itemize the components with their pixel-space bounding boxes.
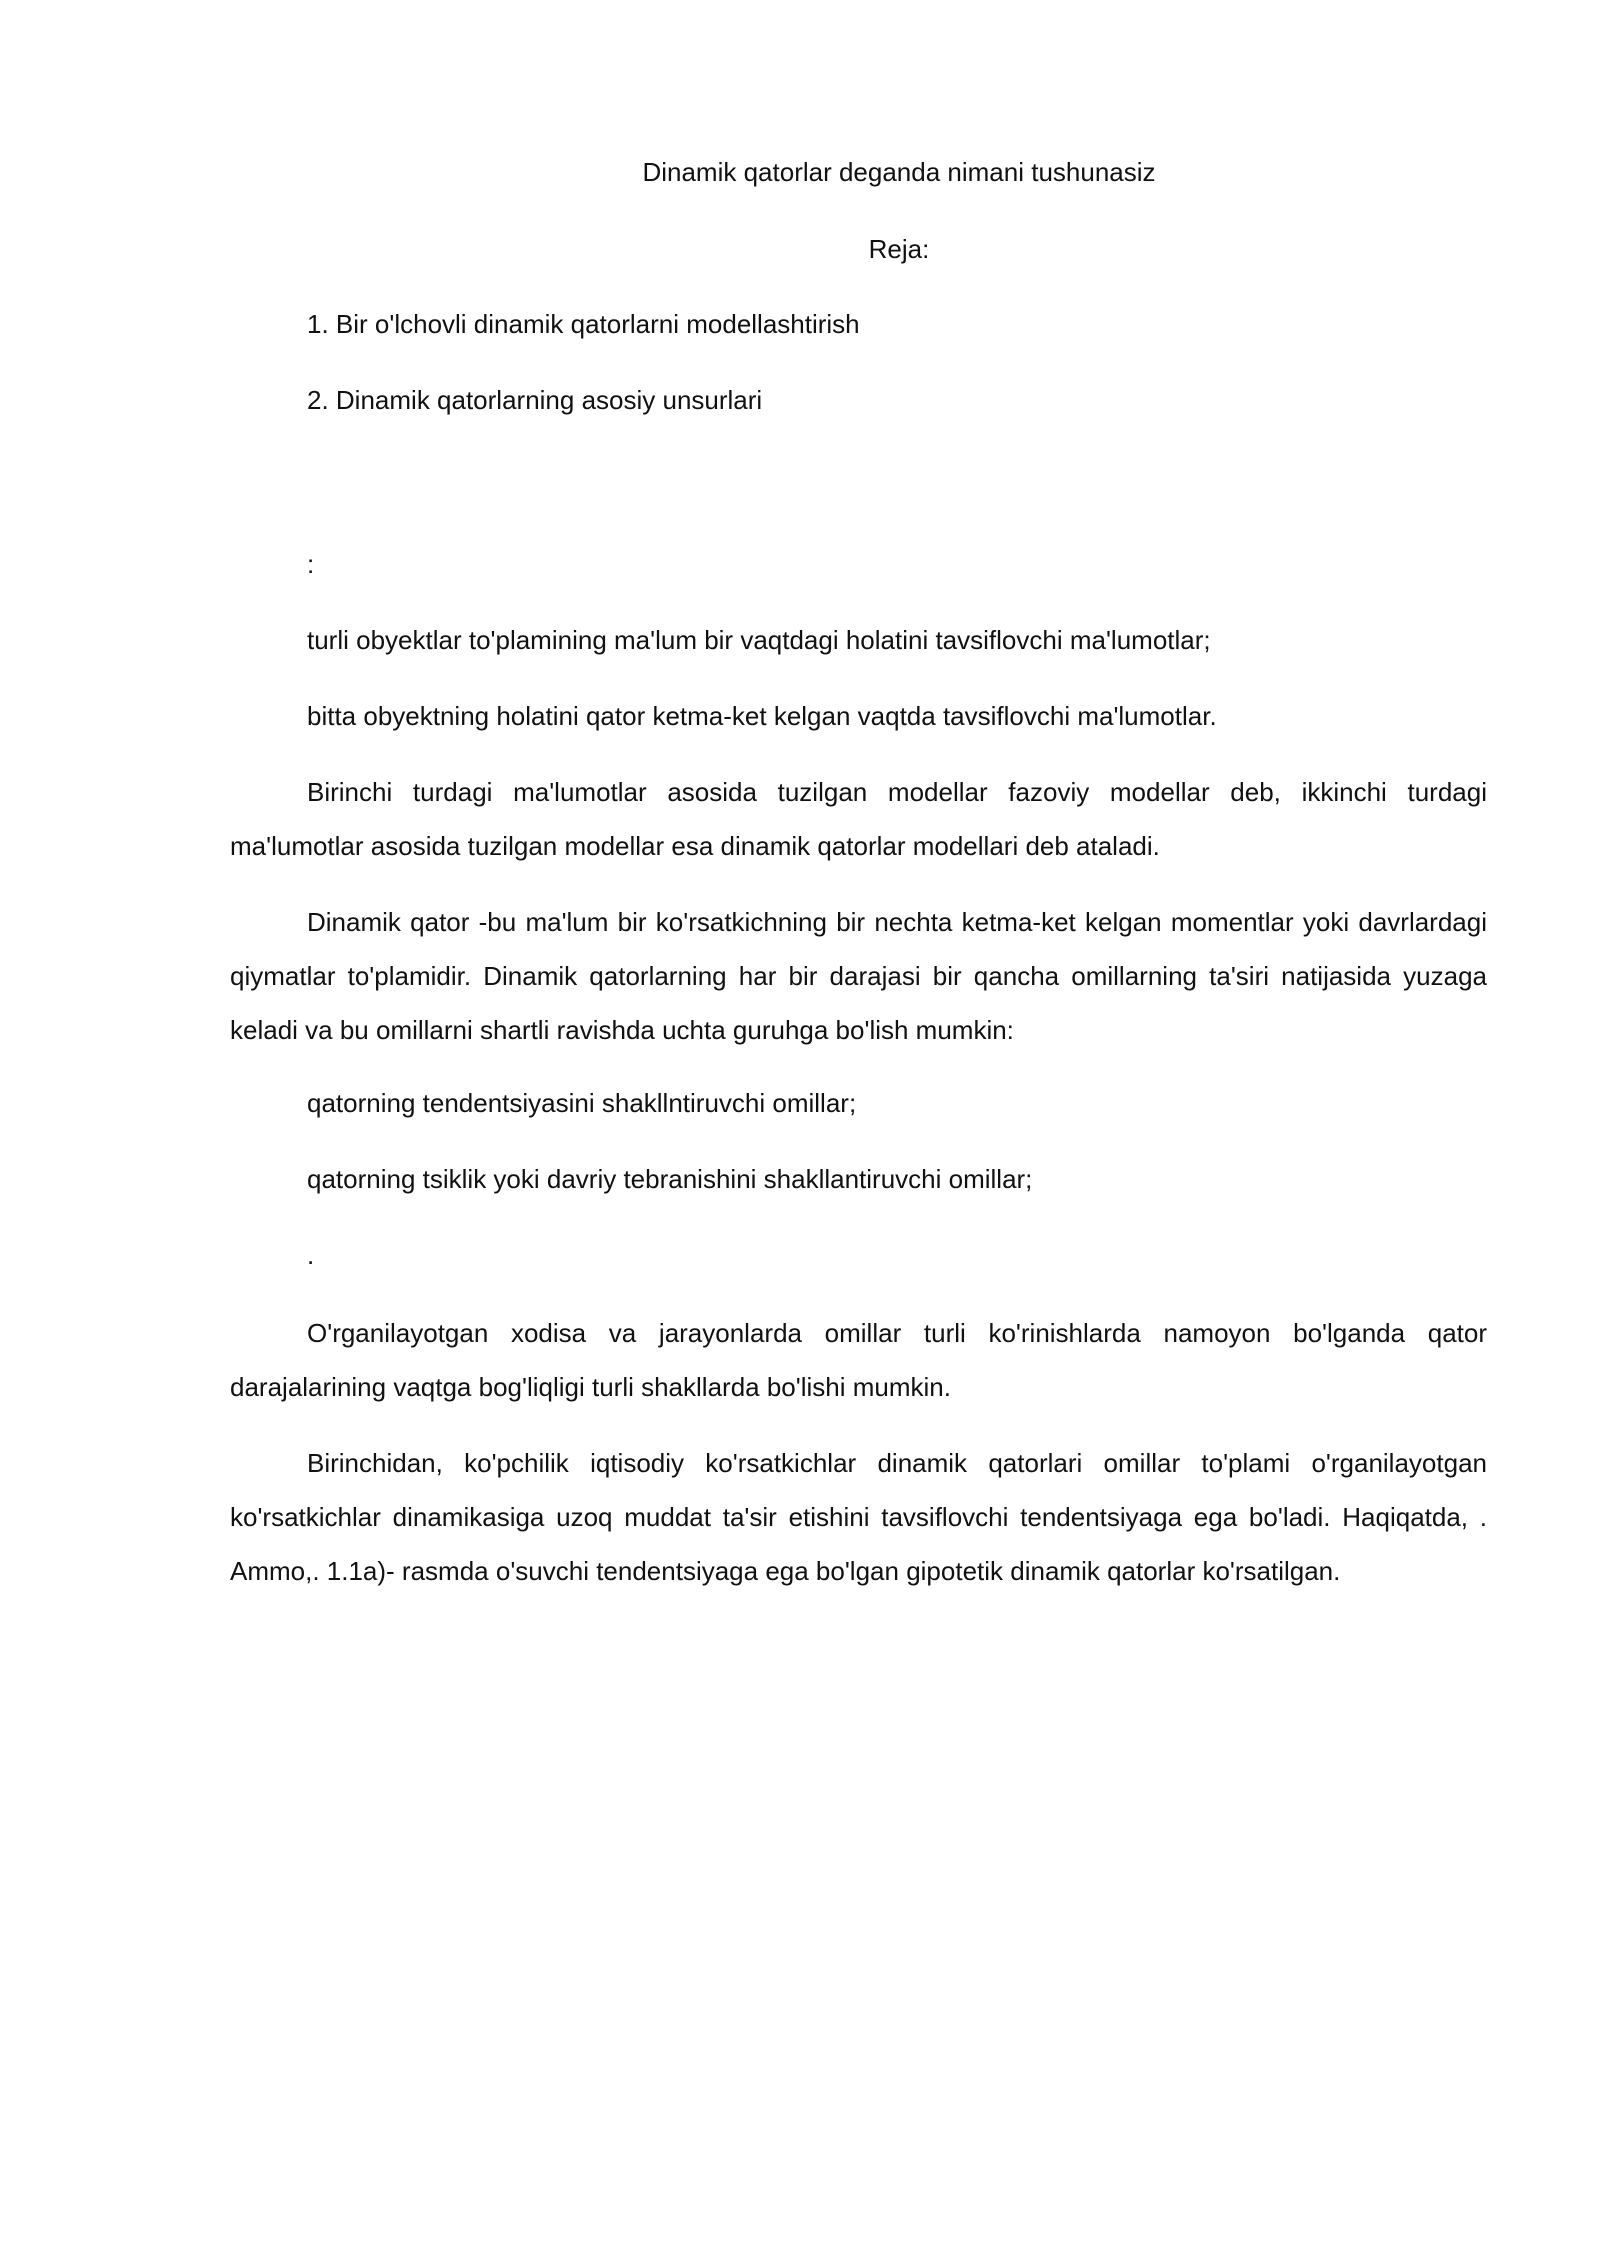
factor-item: . xyxy=(307,1240,315,1270)
plan-item: 2. Dinamik qatorlarning asosiy unsurlari xyxy=(307,385,763,415)
factor-item: qatorning tsiklik yoki davriy tebranishini shakllantiruvchi omillar; xyxy=(307,1164,1033,1194)
data-type-item: bitta obyektning holatini qator ketma-ket kelgan vaqtda tavsiflovchi ma'lumotlar. xyxy=(307,701,1217,731)
plan-heading: Reja: xyxy=(868,234,930,264)
paragraph: Dinamik qator -bu ma'lum bir ko'rsatkichning bir nechta ketma-ket kelgan momentlar yoki davrlardagi qiymatlar to'plamidir. Dinamik qatorlarning har bir darajasi bir qancha omillarning ta'siri natijasida yuzaga keladi va bu omillarni shartli ravishda uchta guruhga bo'lish mumkin: xyxy=(230,907,1487,1045)
document-title: Dinamik qatorlar deganda nimani tushunasiz xyxy=(642,157,1156,187)
paragraph: Birinchi turdagi ma'lumotlar asosida tuzilgan modellar fazoviy modellar deb, ikkinchi turdagi ma'lumotlar asosida tuzilgan modellar esa dinamik qatorlar modellari deb ataladi. xyxy=(230,777,1487,861)
plan-item: 1. Bir o'lchovli dinamik qatorlarni modellashtirish xyxy=(307,309,860,339)
data-type-item: turli obyektlar to'plamining ma'lum bir vaqtdagi holatini tavsiflovchi ma'lumotlar; xyxy=(307,625,1211,655)
factor-item: qatorning tendentsiyasini shakllntiruvchi omillar; xyxy=(307,1088,857,1118)
paragraph: O'rganilayotgan xodisa va jarayonlarda omillar turli ko'rinishlarda namoyon bo'lganda qator darajalarining vaqtga bog'liqligi turli shakllarda bo'lishi mumkin. xyxy=(230,1318,1487,1402)
colon-line: : xyxy=(307,549,315,579)
paragraph: Birinchidan, ko'pchilik iqtisodiy ko'rsatkichlar dinamik qatorlari omillar to'plami o'rganilayotgan ko'rsatkichlar dinamikasiga uzoq muddat ta'sir etishini tavsiflovchi tendentsiyaga ega bo'ladi. Haqiqatda, . Ammo,. 1.1a)- rasmda o'suvchi tendentsiyaga ega bo'lgan gipotetik dinamik qatorlar ko'rsatilgan. xyxy=(230,1448,1487,1586)
